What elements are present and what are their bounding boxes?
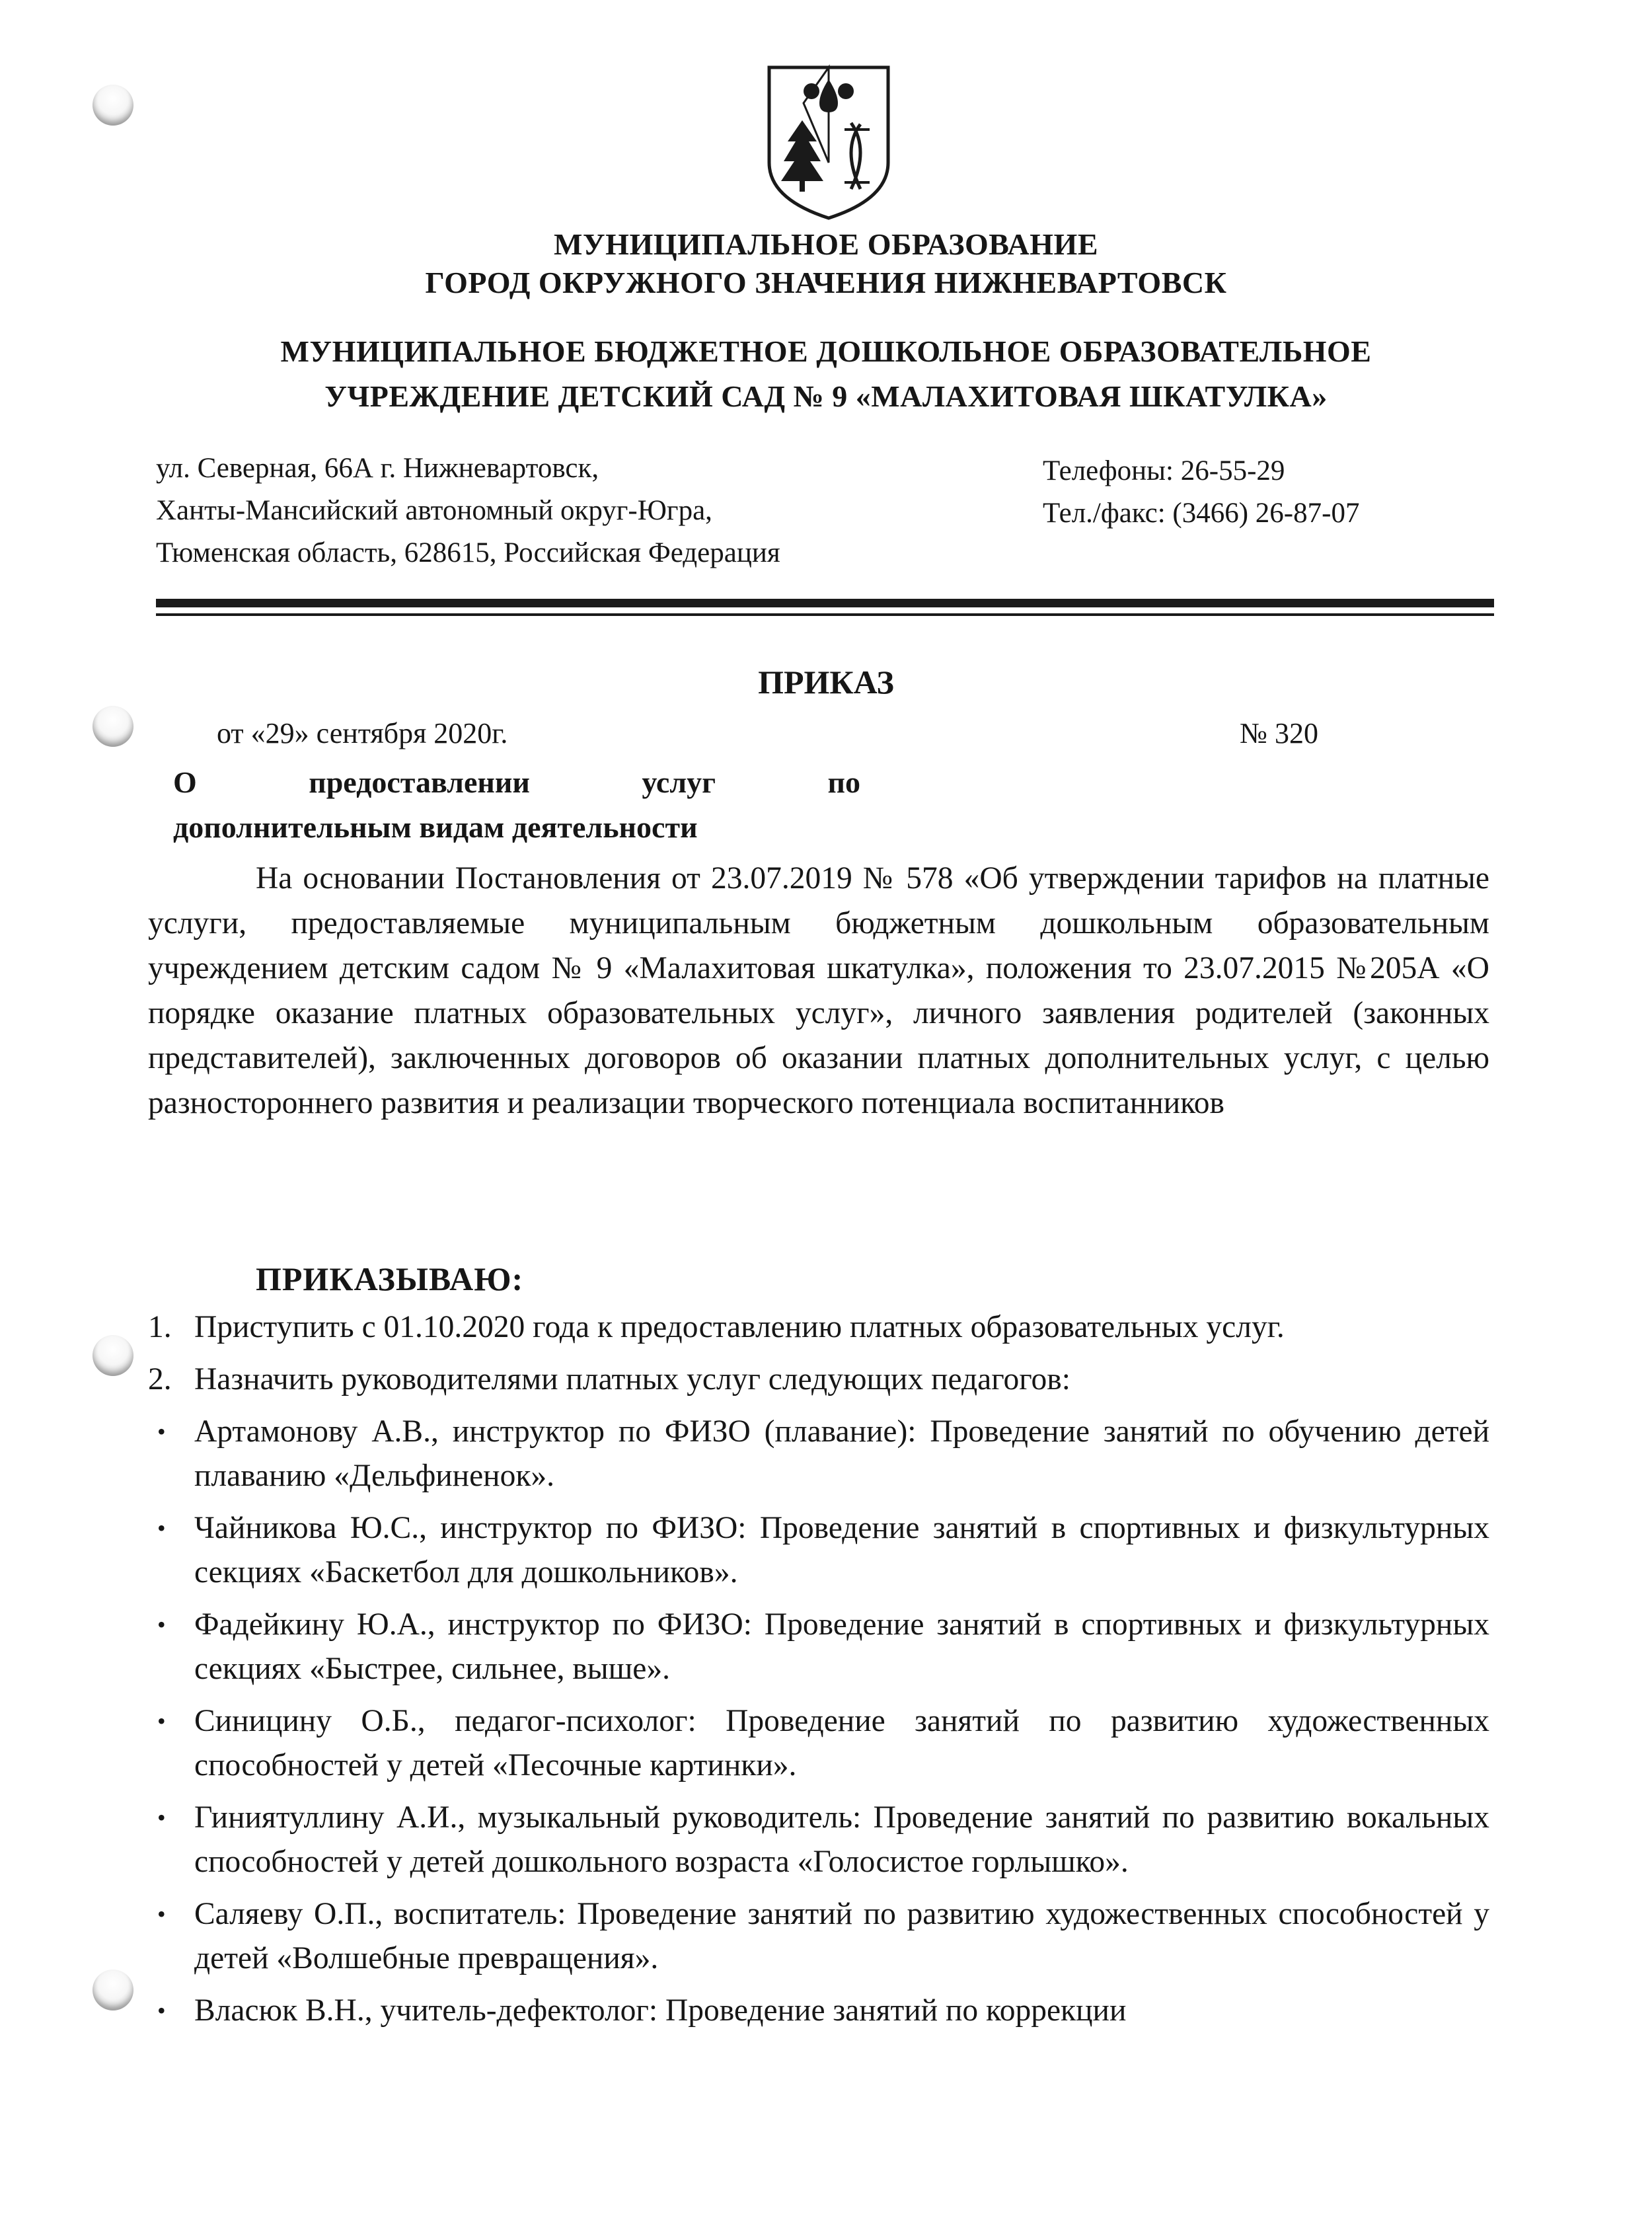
bullet-item: [148, 1410, 1489, 1498]
bullet-item: [148, 1699, 1489, 1788]
bullet-text: Синицину О.Б., педагог-психолог: Проведение занятий по развитию художественных способностей у детей «Песочные картинки».: [194, 1704, 1489, 1782]
item-number: 2.: [148, 1362, 172, 1397]
bullet-text: Власюк В.Н., учитель-дефектолог: Проведение занятий по коррекции: [194, 1993, 1127, 2028]
item-text: Приступить с 01.10.2020 года к предоставлению платных образовательных услуг.: [194, 1310, 1285, 1344]
order-subject-line-1: [173, 760, 860, 805]
item-number: 1.: [148, 1310, 172, 1344]
order-subject-word: услуг: [642, 765, 716, 799]
punch-hole: [93, 706, 133, 747]
numbered-item: [148, 1358, 1489, 1402]
order-title: ПРИКАЗ: [758, 664, 894, 701]
phones: Телефоны: 26-55-29: [1043, 455, 1285, 486]
bullet-item: [148, 1989, 1489, 2033]
bullet-mark: •: [157, 1997, 166, 2024]
order-subject: [173, 760, 860, 850]
address-line-2: Ханты-Мансийский автономный округ-Югра,: [156, 495, 712, 526]
punch-hole: [93, 1335, 133, 1376]
bullet-mark: •: [157, 1804, 166, 1831]
bullet-text: Гиниятуллину А.И., музыкальный руководитель: Проведение занятий по развитию вокальных способностей у детей дошкольного возраста «Голосистое горлышко».: [194, 1800, 1489, 1879]
header-divider-thick: [156, 599, 1494, 607]
bullet-item: [148, 1796, 1489, 1884]
punch-hole: [93, 85, 133, 126]
order-subject-word: предоставлении: [309, 765, 530, 799]
bullet-mark: •: [157, 1901, 166, 1927]
bullet-item: [148, 1892, 1489, 1981]
bullet-text: Артамонову А.В., инструктор по ФИЗО (плавание): Проведение занятий по обучению детей плаванию «Дельфиненок».: [194, 1414, 1489, 1493]
fax: Тел./факс: (3466) 26-87-07: [1043, 498, 1360, 529]
address-line-1: ул. Северная, 66А г. Нижневартовск,: [156, 453, 599, 484]
bullet-mark: •: [157, 1515, 166, 1541]
municipality-line-1: МУНИЦИПАЛЬНОЕ ОБРАЗОВАНИЕ: [553, 227, 1098, 261]
order-preamble-block: [148, 856, 1489, 1126]
bullet-text: Саляеву О.П., воспитатель: Проведение занятий по развитию художественных способностей у детей «Волшебные превращения».: [194, 1897, 1489, 1975]
bullet-mark: •: [157, 1708, 166, 1734]
order-number: № 320: [1240, 717, 1318, 749]
punch-hole: [93, 1970, 133, 2010]
bullet-item: [148, 1603, 1489, 1691]
header-divider-thin: [156, 613, 1494, 616]
city-coat-of-arms-icon: [764, 63, 893, 222]
order-subject-word: по: [827, 765, 860, 799]
address-line-3: Тюменская область, 628615, Российская Федерация: [156, 537, 780, 568]
item-text: Назначить руководителями платных услуг следующих педагогов:: [194, 1362, 1070, 1397]
order-subject-line-2: дополнительным видам деятельности: [173, 810, 698, 844]
order-directive-word: ПРИКАЗЫВАЮ:: [256, 1260, 524, 1297]
municipality-line-2: ГОРОД ОКРУЖНОГО ЗНАЧЕНИЯ НИЖНЕВАРТОВСК: [425, 266, 1227, 299]
order-items: [148, 1305, 1489, 2041]
bullet-mark: •: [157, 1611, 166, 1638]
institution-line-2: УЧРЕЖДЕНИЕ ДЕТСКИЙ САД № 9 «МАЛАХИТОВАЯ ШКАТУЛКА»: [324, 379, 1328, 413]
bullet-item: [148, 1506, 1489, 1595]
order-subject-word: О: [173, 765, 197, 799]
bullet-mark: •: [157, 1418, 166, 1445]
numbered-item: [148, 1305, 1489, 1350]
bullet-text: Чайникова Ю.С., инструктор по ФИЗО: Проведение занятий в спортивных и физкультурных секциях «Баскетбол для дошкольников».: [194, 1511, 1489, 1589]
order-date: от «29» сентября 2020г.: [217, 717, 508, 749]
institution-line-1: МУНИЦИПАЛЬНОЕ БЮДЖЕТНОЕ ДОШКОЛЬНОЕ ОБРАЗОВАТЕЛЬНОЕ: [280, 334, 1372, 368]
order-preamble: На основании Постановления от 23.07.2019 № 578 «Об утверждении тарифов на платные услуги, предоставляемые муниципальным бюджетным дошкольным образовательным учреждением детским садом № 9 «Малахитовая шкатулка», положения то 23.07.2015 №205А «О порядке оказание платных образовательных услуг», личного заявления родителей (законных представителей), заключенных договоров об оказании платных дополнительных услуг, с целью разностороннего развития и реализации творческого потенциала воспитанников: [148, 861, 1489, 1120]
bullet-text: Фадейкину Ю.А., инструктор по ФИЗО: Проведение занятий в спортивных и физкультурных секциях «Быстрее, сильнее, выше».: [194, 1607, 1489, 1686]
